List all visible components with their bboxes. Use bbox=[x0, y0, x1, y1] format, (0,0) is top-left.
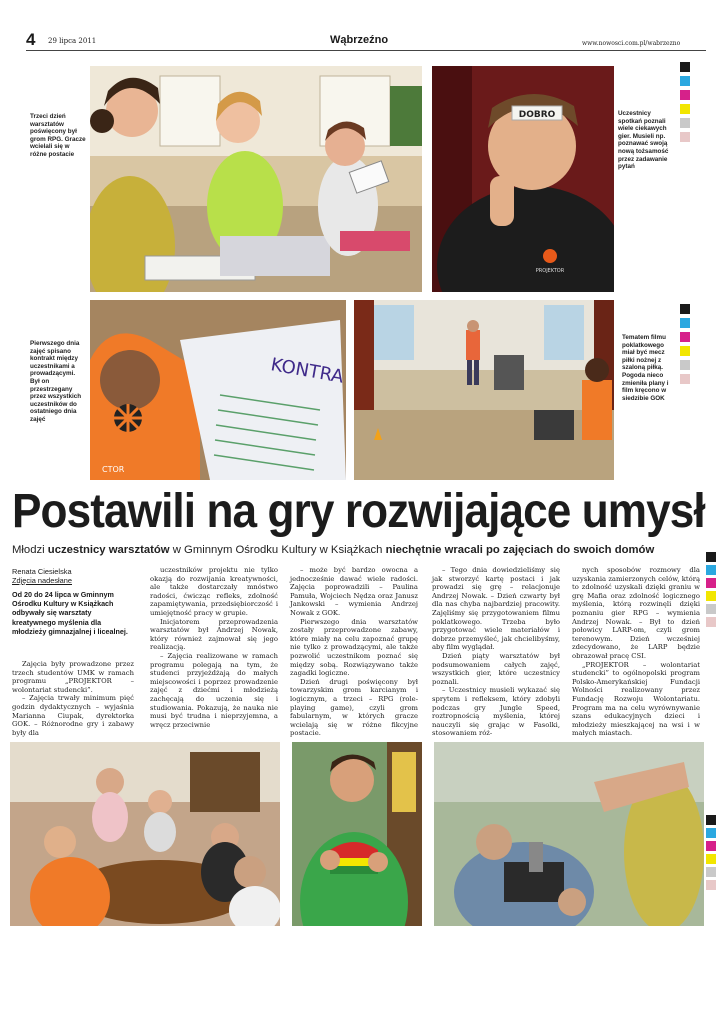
color-swatch bbox=[680, 374, 690, 384]
section-url[interactable]: www.nowosci.com.pl/wabrzezno bbox=[582, 40, 681, 47]
author-name: Renata Ciesielska bbox=[12, 567, 72, 576]
byline bbox=[12, 567, 72, 585]
color-swatch bbox=[706, 591, 716, 601]
svg-text:DOBRO: DOBRO bbox=[518, 110, 556, 120]
color-swatch bbox=[706, 828, 716, 838]
paragraph: „PROJEKTOR – wolontariat studencki” to ogólnopolski program Polsko-Amerykańskiej Fundacji Wolności realizowany przez Fundację Rozwoju Wolontariatu. Program ma na celu wyrównywanie szans edukacyjnych dzieci i młodzieży mieszkającej na wsi i w małych miastach. bbox=[572, 660, 700, 738]
paragraph: – Zajęcia trwały minimum pięć godzin dydaktycznych – wyjaśnia Marianna Ciupak, dyrektorka GOK. – Różnorodne gry i zabawy były dla bbox=[12, 694, 134, 737]
color-strip-mid bbox=[680, 304, 690, 384]
paragraph: Inicjatorem przeprowadzenia warsztatów był Andrzej Nowak, który również zajmował się jego realizacją. bbox=[150, 617, 278, 652]
caption-photo4: Tematem filmu poklatkowego miał być mecz piłki nożnej z szaloną piłką. Pogoda nieco zmieniła plany i film kręcono w siedzibie GOK bbox=[622, 334, 669, 402]
svg-text:CTOR: CTOR bbox=[102, 465, 125, 474]
color-swatch bbox=[680, 332, 690, 342]
color-swatch bbox=[680, 360, 690, 370]
section-title: Wąbrzeźno bbox=[330, 34, 389, 46]
color-swatch bbox=[706, 617, 716, 627]
photo-card-game bbox=[10, 742, 280, 926]
color-swatch bbox=[680, 318, 690, 328]
paragraph: – Tego dnia dowiedzieliśmy się jak stworzyć kartę postaci i jak prowadzi się grę – relacjonuje Andrzej Nowak. – Dzień czwarty był dla nas chyba najbardziej pracowity. Zajęliśmy się przygotowaniem filmu poklatkowego. Trzeba było przygotować wiele materiałów i dobrze przemyśleć, jak chcielibyśmy, aby film wyglądał. bbox=[432, 566, 560, 652]
article-headline: Postawili na gry rozwijające umysł bbox=[12, 485, 705, 538]
color-swatch bbox=[706, 552, 716, 562]
paragraph: nych sposobów rozmowy dla uzyskania zamierzonych celów, którą to zdolność uzyskali dzięki graniu w grę Mafia oraz zdolność logicznego myślenia, którą rozwinęli dzięki poznaniu gier RPG – wymienia Andrzej Nowak. – Był to dzień połowicy LARP-om, czyli grom terenowym. Dzień wcześniej zdecydowano, że LARP będzie obrazował pracę CSI. bbox=[572, 566, 700, 660]
caption-photo2: Uczestnicy spotkań poznali wiele ciekawych gier. Musieli np. poznawać swoją nową tożsamość przez zadawanie pytań bbox=[618, 110, 669, 171]
color-swatch bbox=[680, 304, 690, 314]
paragraph: uczestników projektu nie tylko okazją do rozwijania kreatywności, ale także dostarczały mnóstwo radości, ćwicząc refleks, zdolność zapamiętywania, przedsiębiorczość i umiejętność pracy w grupie. bbox=[150, 566, 278, 617]
photo-green-shirt bbox=[292, 742, 422, 926]
color-swatch bbox=[706, 854, 716, 864]
color-swatch bbox=[680, 104, 690, 114]
article-lead: Od 20 do 24 lipca w Gminnym Ośrodku Kultury w Książkach odbywały się warsztaty kreatywnego myślenia dla młodzieży gimnazjalnej i licealnej. bbox=[12, 590, 128, 636]
color-swatch bbox=[706, 867, 716, 877]
color-swatch bbox=[706, 604, 716, 614]
paragraph: Pierwszego dnia warsztatów zostały przeprowadzone zabawy, które miały na celu zapoznać grupę nie tylko z prowadzącymi, ale także pozwolić uczestnikom poznać się między sobą. Rozwiązywano także zagadki logiczne. bbox=[290, 617, 418, 678]
paragraph: Zajęcia były prowadzone przez trzech studentów UMK w ramach programu „PROJEKTOR – wolontariat studencki”. bbox=[12, 660, 134, 694]
color-swatch bbox=[706, 841, 716, 851]
paragraph: Dzień drugi poświęcony był towarzyskim grom karcianym i logicznym, a trzeci – RPG (role-playing game), czyli grom fabularnym, w których gracze wcielają się w różne fikcyjne postacie. bbox=[290, 677, 418, 738]
color-swatch bbox=[680, 90, 690, 100]
article-column-4 bbox=[432, 566, 560, 738]
shirt-logo-text: PROJEKTOR bbox=[535, 268, 565, 274]
paragraph: – może być bardzo owocna a jednocześnie dawać wiele radości. Zajęcia poprowadzili – Paulina Pamuła, Wojciech Nędza oraz Janusz Jankowski – wymienia Andrzej Nowak z GOK. bbox=[290, 566, 418, 617]
photo-rpg-girls bbox=[90, 66, 422, 292]
page-number: 4 bbox=[26, 30, 36, 49]
photo-camera bbox=[434, 742, 704, 926]
color-swatch bbox=[680, 76, 690, 86]
photo-boy-headband bbox=[432, 66, 614, 292]
photo-contract bbox=[90, 300, 346, 480]
photo-credit: Zdjęcia nadesłane bbox=[12, 576, 72, 585]
article-column-3 bbox=[290, 566, 418, 738]
article-column-1 bbox=[12, 660, 134, 737]
article-column-2 bbox=[150, 566, 278, 729]
color-swatch bbox=[680, 62, 690, 72]
header-rule bbox=[26, 50, 706, 51]
article-column-5 bbox=[572, 566, 700, 738]
color-swatch bbox=[706, 578, 716, 588]
photo-film-set bbox=[354, 300, 614, 480]
color-strip-bottom bbox=[706, 815, 716, 890]
paragraph: Dzień piąty warsztatów był podsumowaniem całych zajęć, wszystkich gier, które uczestnicy poznali. bbox=[432, 651, 560, 686]
svg-text:KONTRA: KONTRA bbox=[269, 354, 346, 388]
paragraph: – Zajęcia realizowane w ramach programu polegają na tym, że studenci przyjeżdżają do małych miejscowości i poprzez prowadzenie zajęć z dziećmi i młodzieżą zachęcają do uczenia się i studiowania. Pokazują, że nauka nie musi być trudna i nieprzyjemna, a wręcz przeciwnie bbox=[150, 651, 278, 729]
issue-date: 29 lipca 2011 bbox=[48, 37, 97, 45]
paragraph: – Uczestnicy musieli wykazać się sprytem i refleksem, który zdobyli podczas gry Jungle Speed, roztropnością myślenia, której nauczyli się grając w Fasolki, stosowaniem róż- bbox=[432, 686, 560, 738]
caption-photo1: Trzeci dzień warsztatów poświęcony był grom RPG. Gracze wcielali się w różne postacie bbox=[30, 113, 86, 158]
color-swatch bbox=[680, 118, 690, 128]
color-strip-top bbox=[680, 62, 690, 142]
color-strip-article bbox=[706, 552, 716, 627]
caption-photo3: Pierwszego dnia zajęć spisano kontrakt między uczestnikami a prowadzącymi. Był on przestrzegany przez wszystkich uczestników do ostatniego dnia zajęć bbox=[30, 340, 82, 423]
article-subtitle: Młodzi uczestnicy warsztatów w Gminnym Ośrodku Kultury w Książkach niechętnie wracali po zajęciach do swoich domów bbox=[12, 544, 655, 556]
color-swatch bbox=[680, 346, 690, 356]
color-swatch bbox=[706, 815, 716, 825]
color-swatch bbox=[680, 132, 690, 142]
color-swatch bbox=[706, 565, 716, 575]
color-swatch bbox=[706, 880, 716, 890]
